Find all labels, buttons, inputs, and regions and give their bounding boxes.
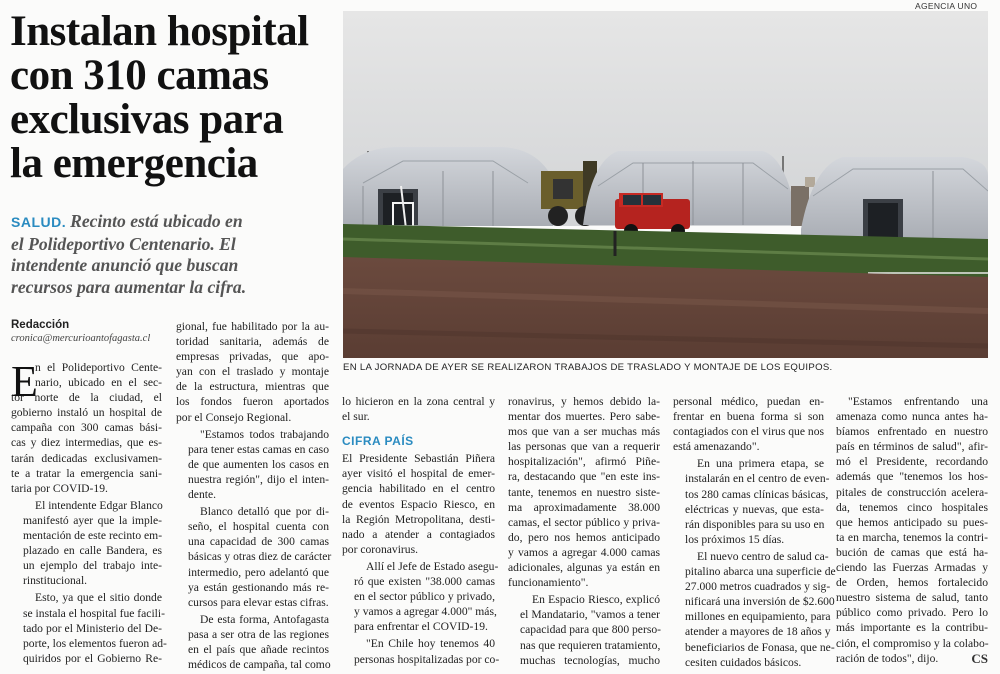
text-line: un ejemplo del trabajo inte-: [23, 559, 162, 573]
text-line: pitalino abarca una superficie de: [685, 565, 836, 579]
photo-credit: AGENCIA UNO: [915, 1, 978, 11]
text-line: tarán dedicadas exclusivamen-: [11, 451, 162, 465]
subheading: CIFRA PAÍS: [342, 434, 414, 449]
text-line: ra, destacando que "en este ins-: [508, 470, 660, 484]
text-line: nado a atender a contagiados: [342, 527, 495, 541]
text-line: personas hospitalizadas por co-: [354, 652, 500, 666]
text-line: cesiten cuidados básicos.: [685, 655, 802, 669]
text-line: El Presidente Sebastián Piñera: [342, 452, 495, 466]
article-column-6: [836, 394, 988, 666]
text-line: instalarán en el centro de even-: [685, 472, 830, 486]
text-line: muchas tecnologías, mucho: [520, 653, 660, 667]
text-line: el Mandatario, "vamos a tener: [520, 608, 660, 622]
text-line: público como privado. Pero lo: [836, 606, 988, 620]
section-tag: SALUD.: [11, 214, 67, 230]
text-line: mentación de este recinto em-: [23, 529, 163, 543]
text-line: además que "tenemos los hos-: [836, 470, 988, 484]
text-line: campaña con 300 camas bási-: [11, 421, 162, 435]
text-line: una capacidad de 300 camas: [188, 535, 329, 549]
text-line: "Estamos todos trabajando: [200, 427, 329, 441]
text-line: mentar dos muertes. Pero sabe-: [508, 410, 660, 424]
text-line: dente.: [188, 488, 217, 502]
text-line: adicionales, algunas ya están en: [508, 561, 660, 575]
text-line: tado por el Ministerio del De-: [23, 621, 162, 635]
deck: [11, 211, 331, 298]
text-line: que hemos anticipado su pues-: [836, 515, 988, 529]
text-line: intermedio, pero adelantó que: [188, 565, 329, 579]
text-line: beneficiarios de Fonasa, que ne-: [685, 640, 835, 654]
text-line: los fondos fueron aportados: [176, 395, 329, 409]
headline-line: exclusivas para: [10, 96, 284, 143]
paragraph: [508, 394, 660, 590]
text-line: contagiados con el virus que nos: [673, 425, 825, 439]
photo-illustration: [343, 11, 988, 358]
text-line: Allí el Jefe de Estado asegu-: [366, 559, 499, 573]
text-line: da, tenemos cinco hospitales: [836, 500, 988, 514]
text-line: n el Polideportivo Cente-: [35, 361, 162, 374]
text-line: de que aumenten los casos en: [188, 457, 329, 471]
text-line: cursos para elevar estas cifras.: [188, 595, 329, 609]
text-line: plazado en calle Bandera, es: [23, 544, 162, 558]
byline: [11, 319, 176, 344]
drop-cap: E: [11, 357, 38, 406]
text-line: "Estamos enfrentando una: [848, 395, 988, 408]
text-line: millones en equipamiento, para: [685, 610, 831, 624]
text-line: bución de camas que está ha-: [836, 545, 988, 559]
text-line: de Orden, hemos fortalecido: [836, 576, 988, 590]
paragraph: [342, 394, 495, 424]
text-line: frentar en buena forma si son: [673, 410, 824, 424]
text-line: de eventos Espacio Riesco, en: [342, 497, 495, 511]
text-line: seño, el hospital cuenta con: [188, 520, 329, 534]
text-line: la Región Metropolitana, desti-: [342, 512, 495, 526]
text-line: empresas privadas, que apo-: [176, 350, 329, 364]
text-line: ya están gestionando más re-: [188, 580, 329, 594]
text-line: Blanco detalló que por di-: [200, 505, 329, 519]
deck-line: Recinto está ubicado en: [70, 211, 243, 231]
paragraph: [342, 451, 495, 557]
text-line: 27.000 metros cuadrados y sig-: [685, 580, 831, 594]
text-line: amenaza como nunca antes ha-: [836, 410, 988, 424]
text-line: nificará una inversión de $2.600: [685, 595, 835, 609]
text-line: las personas que van a requerir: [508, 440, 660, 454]
text-line: tos 280 camas clínicas básicas,: [685, 487, 829, 501]
text-line: gencia habilitado en el centro: [342, 482, 495, 496]
paragraph: [176, 427, 329, 502]
text-line: camas, el sector público y priva-: [508, 515, 660, 529]
text-line: nuestra región", dijo el inten-: [188, 472, 329, 486]
text-line: do, pero nos hemos anticipado: [508, 530, 660, 544]
text-line: "En Chile hoy tenemos 40: [366, 637, 495, 651]
article-column-1: [11, 357, 167, 666]
text-line: cas y diez intermedias, que es-: [11, 436, 162, 450]
text-line: atender a mayores de 18 años y: [685, 625, 831, 639]
text-line: gobierno instaló un hospital de: [11, 406, 162, 420]
text-line: ayer visitó el hospital de emer-: [342, 467, 495, 481]
text-line: por el Consejo Regional.: [176, 410, 292, 424]
text-line: porte, los elementos fueron ad-: [23, 636, 167, 650]
text-line: para tener estas camas en caso: [188, 442, 329, 456]
text-line: nuestro sistema de salud, tanto: [836, 591, 988, 605]
text-line: pasa a ser otra de las regiones: [188, 627, 329, 641]
headline-line: Instalan hospital: [10, 8, 309, 55]
text-line: te a tratar la emergencia sani-: [11, 466, 162, 480]
article-column-3: [342, 394, 500, 667]
text-line: mó el Presidente, recordando: [836, 455, 988, 469]
paragraph: [836, 394, 988, 666]
text-line: de la estructura, mientras que: [176, 380, 329, 394]
text-line: eléctricas y nuevas, que esta-: [685, 502, 824, 516]
end-mark: CS: [971, 650, 988, 666]
text-line: país en términos de salud", afir-: [836, 440, 988, 454]
text-line: taria por COVID-19.: [11, 481, 108, 495]
author-name: Redacción: [11, 319, 70, 331]
text-line: para enfrentar el COVID-19.: [354, 620, 488, 634]
text-line: básicas y otras diez de carácter: [188, 550, 332, 564]
paragraph: [11, 590, 167, 665]
text-line: rán disponibles para su uso en: [685, 517, 825, 531]
text-line: médicos de campaña, tal como: [188, 658, 331, 672]
deck-line: recursos para aumentar la cifra.: [11, 276, 247, 297]
text-line: y vamos a agregar 4.000" más,: [354, 605, 497, 619]
deck-line: el Polideportivo Centenario. El: [11, 233, 236, 254]
text-line: lo hicieron en la zona central y: [342, 395, 495, 408]
text-line: ción, el compromiso y la colabo-: [836, 636, 989, 650]
paragraph: [342, 636, 500, 666]
text-line: más importante es la contribu-: [836, 621, 988, 635]
text-line: ma aproximadamente 38.000: [508, 500, 660, 514]
text-line: ró que existen "38.000 camas: [354, 575, 495, 589]
text-line: ta en marcha, tenemos la contri-: [836, 530, 988, 544]
text-line: ronavirus, y hemos debido la-: [508, 395, 660, 408]
text-line: por coronavirus.: [342, 542, 418, 556]
paragraph: [176, 612, 329, 672]
text-line: tor norte de la ciudad, el: [11, 391, 162, 405]
deck-line: intendente anunció que buscan: [11, 255, 239, 275]
text-line: los próximos 15 días.: [685, 532, 785, 546]
text-line: está amenazando".: [673, 440, 760, 454]
paragraph: [508, 592, 660, 667]
text-line: nas que requieren tratamiento,: [520, 638, 661, 652]
text-line: rinstitucional.: [23, 574, 88, 588]
text-line: [836, 651, 988, 666]
text-line: mos que van a ser muchas más: [508, 425, 660, 439]
text-line: En una primera etapa, se: [697, 457, 824, 471]
text-line: en el país que añade recintos: [188, 642, 329, 656]
text-line-content: ración de todos", dijo.: [836, 651, 939, 665]
text-line: En Espacio Riesco, explicó: [532, 593, 660, 607]
paragraph: [176, 504, 332, 610]
text-line: se instala el hospital fue facili-: [23, 606, 165, 620]
hospital-tents-photo: [343, 11, 988, 358]
paragraph: [342, 559, 499, 634]
text-line: yan con el traslado y montaje: [176, 365, 329, 379]
text-line: El intendente Edgar Blanco: [35, 498, 163, 512]
headline: [10, 10, 335, 186]
paragraph: [673, 549, 836, 670]
text-line: capacidad para que 800 perso-: [520, 623, 661, 637]
headline-line: con 310 camas: [10, 52, 269, 99]
text-line: manifestó ayer que la imple-: [23, 513, 162, 527]
text-line: el sur.: [342, 410, 370, 424]
text-line: toridad sanitaria, además de: [176, 335, 329, 349]
text-line: quiridos por el Gobierno Re-: [23, 651, 162, 665]
text-line: y vamos a agregar 4.000 camas: [508, 545, 660, 559]
text-line: gional, fue habilitado por la au-: [176, 320, 329, 333]
photo-caption: EN LA JORNADA DE AYER SE REALIZARON TRABAJOS DE TRASLADO Y MONTAJE DE LOS EQUIPOS.: [343, 362, 833, 373]
text-line: personal médico, puedan en-: [673, 395, 824, 408]
text-line: nario, ubicado en el sec-: [35, 376, 162, 390]
paragraph: [176, 319, 329, 425]
headline-line: la emergencia: [10, 140, 258, 187]
article-column-2: [176, 319, 332, 672]
article-column-4: [508, 394, 660, 668]
text-line: ciendo las Fuerzas Armadas y: [836, 561, 988, 575]
paragraph: [11, 498, 162, 589]
author-email[interactable]: cronica@mercurioantofagasta.cl: [11, 333, 151, 344]
text-line: tante, tenemos en nuestro siste-: [508, 485, 660, 499]
paragraph: [673, 394, 824, 454]
text-line: Esto, ya que el sitio donde: [35, 591, 162, 605]
article-column-5: [673, 394, 836, 670]
text-line: en el sector público y privado,: [354, 590, 495, 604]
text-line: De esta forma, Antofagasta: [200, 612, 329, 626]
paragraph: [673, 456, 830, 547]
text-line: pitales de construcción acelera-: [836, 485, 988, 499]
text-line: El nuevo centro de salud ca-: [697, 549, 829, 563]
text-line: funcionamiento".: [508, 576, 589, 590]
text-line: bíamos enfrentado en nuestro: [836, 425, 988, 439]
text-line: hospitalización", afirmó Piñe-: [508, 455, 660, 469]
